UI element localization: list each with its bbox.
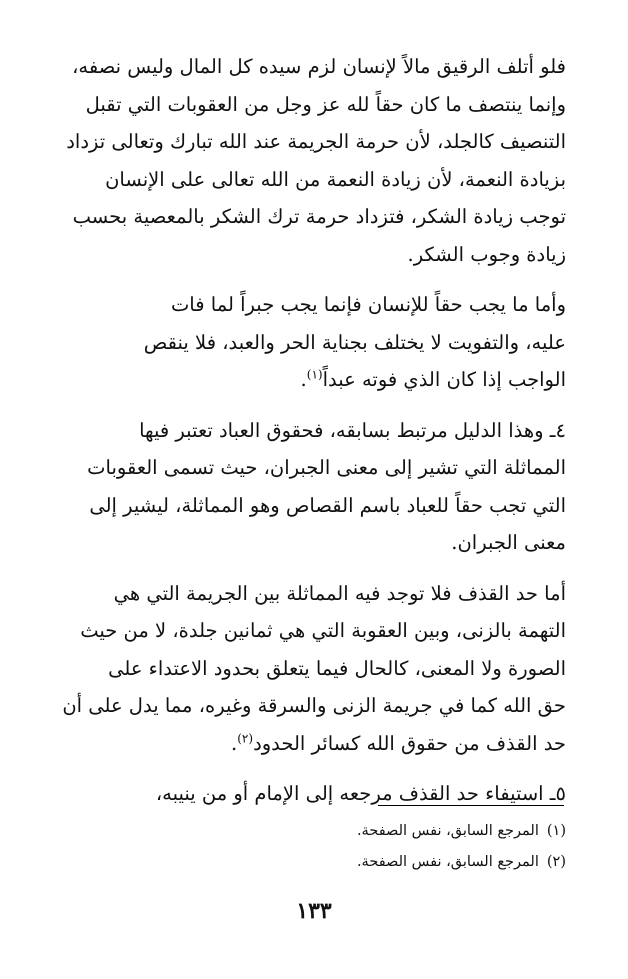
text-line: التنصيف كالجلد، لأن حرمة الجريمة عند الله تبارك وتعالى تزداد bbox=[66, 130, 566, 153]
footnote-1 bbox=[58, 816, 566, 847]
paragraph-5 bbox=[58, 775, 566, 813]
text-line: أما حد القذف فلا توجد فيه المماثلة بين الجريمة التي هي bbox=[113, 581, 566, 605]
paragraph-4 bbox=[58, 575, 566, 763]
footnote-number: (١) bbox=[546, 823, 566, 839]
text-line bbox=[58, 725, 566, 763]
text-line: التهمة بالزنى، وبين العقوبة التي هي ثمانين جلدة، لا من حيث bbox=[80, 619, 566, 642]
footnote-number: (٢) bbox=[546, 854, 566, 870]
line-tail: . bbox=[231, 731, 238, 755]
text-line: فلو أتلف الرقيق مالاً لإنسان لزم سيده كل المال وليس نصفه، bbox=[72, 55, 566, 78]
text-line: بزيادة النعمة، لأن زيادة النعمة من الله تعالى على الإنسان bbox=[105, 167, 566, 191]
page-body bbox=[58, 48, 566, 813]
text-line bbox=[58, 361, 566, 399]
text-line: زيادة وجوب الشكر. bbox=[407, 242, 566, 266]
text-line: عليه، والتفويت لا يختلف بجناية الحر والعبد، فلا ينقص bbox=[143, 330, 566, 354]
footnotes bbox=[58, 816, 566, 878]
text-line: ٥ـ استيفاء حد القذف مرجعه إلى الإمام أو من ينيبه، bbox=[155, 782, 566, 805]
footnote-text: المرجع السابق، نفس الصفحة. bbox=[356, 854, 539, 870]
text-line: وإنما ينتصف ما كان حقاً لله عز وجل من العقوبات التي تقبل bbox=[85, 92, 566, 116]
text-line: الصورة ولا المعنى، كالحال فيما يتعلق بحدود الاعتداء على bbox=[108, 656, 566, 680]
text-line: ٤ـ وهذا الدليل مرتبط بسابقه، فحقوق العباد تعتبر فيها bbox=[139, 418, 566, 442]
text-line: وأما ما يجب حقاً للإنسان فإنما يجب جبراً لما فات bbox=[170, 293, 566, 316]
paragraph-2 bbox=[58, 286, 566, 399]
paragraph-1 bbox=[58, 48, 566, 273]
footnote-ref-1[interactable]: (١) bbox=[306, 367, 323, 382]
line-tail: . bbox=[300, 368, 307, 391]
line-text: حد القذف من حقوق الله كسائر الحدود bbox=[253, 731, 566, 755]
page-number: ١٣٣ bbox=[296, 898, 332, 924]
line-text: الواجب إذا كان الذي فوته عبداً bbox=[322, 368, 566, 391]
text-line: توجب زيادة الشكر، فتزداد حرمة ترك الشكر بالمعصية بحسب bbox=[72, 205, 566, 228]
text-line: المماثلة التي تشير إلى معنى الجبران، حيث تسمى العقوبات bbox=[87, 456, 566, 479]
footnote-divider bbox=[378, 805, 564, 806]
footnote-text: المرجع السابق، نفس الصفحة. bbox=[356, 823, 539, 839]
paragraph-3 bbox=[58, 412, 566, 562]
text-line: التي تجب حقاً للعباد باسم القصاص وهو المماثلة، ليشير إلى bbox=[89, 493, 566, 517]
text-line: معنى الجبران. bbox=[451, 531, 566, 554]
footnote-ref-2[interactable]: (٢) bbox=[237, 731, 254, 745]
text-line: حق الله كما في جريمة الزنى والسرقة وغيره، مما يدل على أن bbox=[62, 694, 566, 717]
footnote-2 bbox=[58, 847, 566, 878]
